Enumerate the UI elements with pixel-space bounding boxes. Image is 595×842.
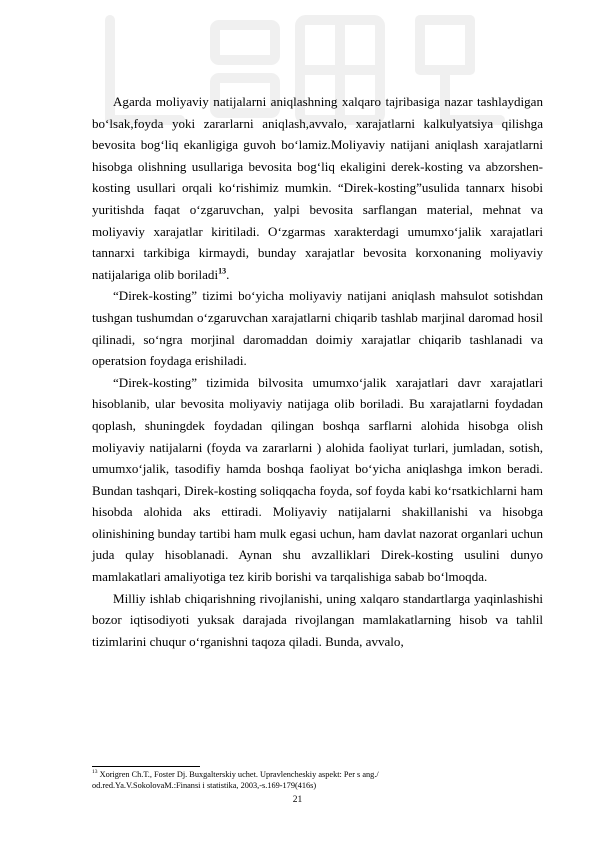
paragraph-1-text: Agarda moliyaviy natijalarni aniqlashning xalqaro tajribasiga nazar tashlaydigan bo‘lsak,foyda yoki zararlarni aniqlash,avvalo, xarajatlarni kalkulyatsiya qilishga bevosita bog‘liq ekanligiga guvoh bo‘lamiz.Moliyaviy natijani aniqlash xarajatlarni hisobga olishning usullariga bevosita bog‘liq ekaligini derek-kosting va abzorshen-kosting usullari orqali ko‘rishimiz mumkin. “Direk-kosting”usulida tannarx hisobi yuritishda faqat o‘zgaruvchan, yalpi bevosita sarflangan material, mehnat va moliyaviy xarajatlar kiritiladi. O‘zgarmas xarakterdagi umumxo‘jalik xarajatlari tannarxi tarkibiga kirmaydi, bunday xarajatlar bevosita korxonaning moliyaviy natijalariga olib boriladi <box>92 94 543 282</box>
footnote-marker: 13 <box>92 769 98 776</box>
footnote-reference[interactable]: 13 <box>218 266 227 276</box>
footnote-text-1: Xorigren Ch.T., Foster Dj. Buxgalterskiy uchet. Upravlencheskiy aspekt: Per s ang./ <box>99 770 379 779</box>
footnote-divider <box>92 766 200 767</box>
paragraph-4: Milliy ishlab chiqarishning rivojlanishi, uning xalqaro standartlarga yaqinlashishi bozor iqtisodiyoti yuksak darajada rivojlangan mamlakatlarning hisob va tahlil tizimlarini chuqur o‘rganishni taqoza qiladi. Bunda, avvalo, <box>92 590 543 649</box>
paragraph-3: “Direk-kosting” tizimida bilvosita umumxo‘jalik xarajatlari davr xarajatlari hisoblanib, ular bevosita moliyaviy natijaga olib boriladi. Bu xarajatlarni foydadan qoplash, shuningdek foydadan qilingan boshqa sarflarni alohida hisobga olish moliyaviy natijalarni (foyda va zararlarni ) alohida faoliyat turlari, jumladan, sotish, umumxo‘jalik, tasodifiy hamda boshqa faoliyat bo‘yicha aniqlashga imkon beradi. Bundan tashqari, Direk-kosting soliqqacha foyda, sof foyda kabi ko‘rsatkichlarni ham hisobda alohida aks ettiradi. Moliyaviy natijalarni shakillanishi va hisobga olinishining bunday tartibi ham mulk egasi uchun, ham davlat nazorat organlari uchun juda qulay hisoblanadi. Aynan shu avzalliklari Direk-kosting usulini dunyo mamlakatlari amaliyotiga tez kirib borishi va tarqalishiga sabab bo‘lmoqda. <box>92 374 543 585</box>
main-text <box>92 91 543 652</box>
footnote-text-2: od.red.Ya.V.SokolovaM.:Finansi i statistika, 2003,-s.169-179(416s) <box>92 781 317 791</box>
page-number: 21 <box>292 795 303 805</box>
paragraph-1-end: . <box>226 266 230 282</box>
paragraph-1 <box>92 91 543 285</box>
footnote-line-1 <box>92 769 543 780</box>
footnote <box>92 769 543 792</box>
paragraph-2: “Direk-kosting” tizimi bo‘yicha moliyaviy natijani aniqlash mahsulot sotishdan tushgan tushumdan o‘zgaruvchan xarajatlarni chiqarib tashlab marjinal daromad hosil qilinadi, so‘ngra morjinal daromaddan doimiy xarajatlar chiqarib tashlanadi va operatsion foydaga erishiladi. <box>92 288 543 369</box>
